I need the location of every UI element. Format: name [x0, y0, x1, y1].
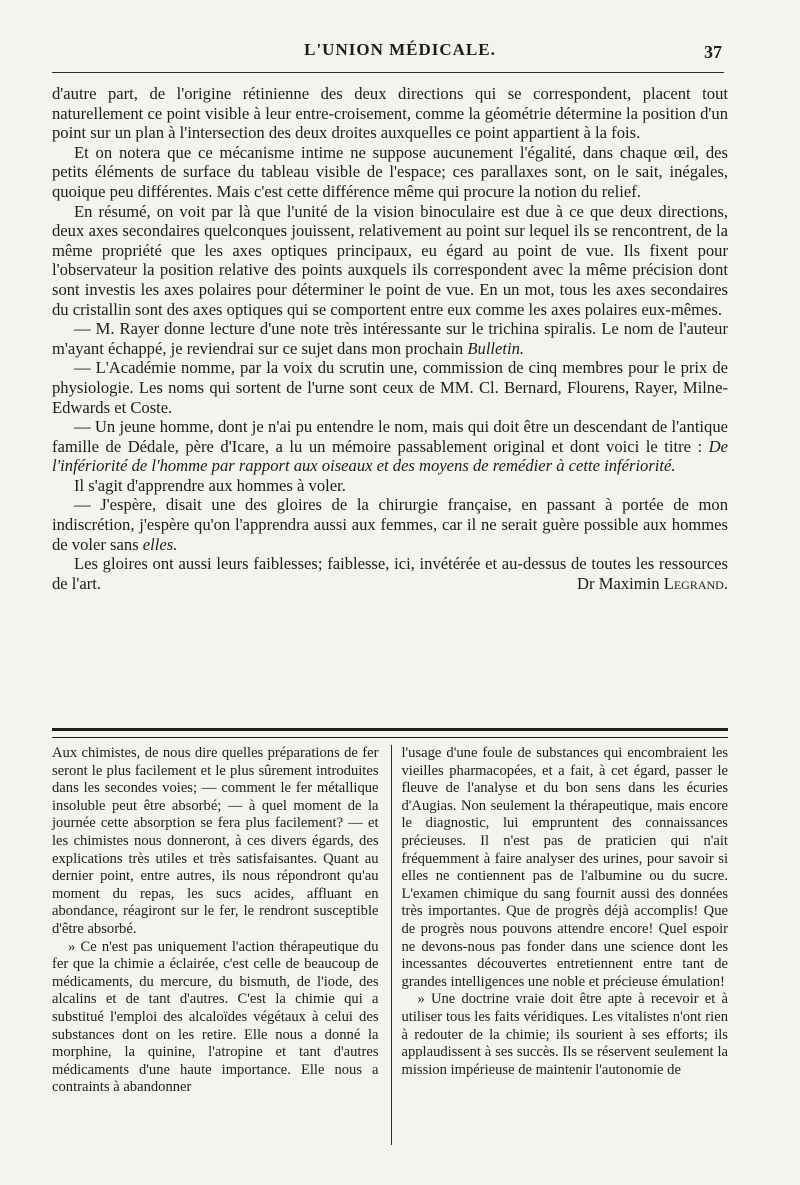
paragraph-young-man: [52, 417, 728, 476]
closing-text: Les gloires ont aussi leurs faiblesses; faiblesse, ici, invétérée et au-dessus de toutes les ressources de l'art.: [52, 554, 728, 593]
signature-prefix: Dr Maximin: [577, 573, 664, 593]
section-double-rule: [52, 728, 728, 738]
right-paragraph-pharmacopoeia: l'usage d'une foule de substances qui encombraient les vieilles pharmacopées, et a fait, à cet égard, passer le fleuve de l'analyse et du bon sens dans les écuries d'Augias. Non seulement la thérapeutique, mais encore le diagnostic, lui empruntent des connaissances précieuses. Il n'est pas de praticien qui n'ait fréquemment à faire analyser des urines, pour savoir si elles ne contiennent pas de l'albumine ou du sucre. L'examen chimique du sang fournit aussi des données très importantes. Que de progrès déjà accomplis! Que de progrès nous pouvons attendre encore! Quel espoir ne devons-nous pas fonder dans une science dont les incessantes découvertes entretiennent entre tant de grandes intelligences une noble et précieuse émulation!: [401, 745, 728, 990]
right-paragraph-doctrine: » Une doctrine vraie doit être apte à recevoir et à utiliser tous les faits véridiques. Les vitalistes n'ont rien à redouter de la chimie; ils sourient à ses efforts; ils applaudissent à ses succès. Ils se réservent seulement la mission impérieuse de maintenir l'autonomie de: [401, 991, 728, 1078]
article-body: [52, 84, 728, 593]
paragraph-binocular-intro: d'autre part, de l'origine rétinienne des deux directions qui se correspondent, placent tout naturellement ce point visible à leur entre-croisement, comme la géométrie détermine la position d'un point sur un plan à l'intersection des deux droites auxquelles ce point appartient à la fois.: [52, 84, 728, 143]
page-header: [0, 38, 800, 68]
signature-name: Legrand.: [663, 573, 728, 593]
bulletin-italic: Bulletin.: [467, 338, 525, 358]
paragraph-summary: En résumé, on voit par là que l'unité de la vision binoculaire est due à ce que deux directions, deux axes secondaires quelconques jouissent, relativement au point sur lequel ils se rencontrent, de la même propriété que les axes optiques principaux, eu égard au point de vue. Ils fixent pour l'observateur la position relative des points auxquels ils correspondent avec la même précision dont sont investis les axes polaires pour déterminer le point de vue. En un mot, tous les axes secondaires du cristallin sont des axes optiques qui se comportent entre eux comme les axes polaires eux-mêmes.: [52, 201, 728, 319]
young-man-text: — Un jeune homme, dont je n'ai pu entendre le nom, mais qui doit être un descendant de l'antique famille de Dédale, père d'Icare, a lu un mémoire passablement original et dont voici le titre :: [52, 417, 728, 456]
feuilleton-right-column: [391, 745, 728, 1145]
paragraph-rayer: [52, 319, 728, 358]
paragraph-commission: — L'Académie nomme, par la voix du scrutin une, commission de cinq membres pour le prix de physiologie. Les noms qui sortent de l'urne sont ceux de MM. Cl. Bernard, Flourens, Rayer, Milne-Edwards et Coste.: [52, 358, 728, 417]
women-text: — J'espère, disait une des gloires de la chirurgie française, en passant à portée de mon indiscrétion, j'espère qu'on l'apprendra aussi aux femmes, car il ne serait guère possible aux hommes de voler sans: [52, 495, 728, 554]
left-paragraph-therapeutics: » Ce n'est pas uniquement l'action thérapeutique du fer que la chimie a éclairée, c'est celle de beaucoup de médicaments, du mercure, du bismuth, de l'iode, des alcalins et de tant d'autres. C'est la chimie qui a substitué l'emploi des alcaloïdes végétaux à celui des substances dont on les retire. Elle nous a donné la morphine, la quinine, l'atropine et tant d'autres médicaments d'une haute importance. Elle nous a contraints à abandonner: [52, 938, 379, 1096]
memoir-title: De l'infériorité de l'homme par rapport aux oiseaux et des moyens de remédier à cette infériorité.: [52, 436, 728, 476]
paragraph-fly: Il s'agit d'apprendre aux hommes à voler.: [74, 475, 346, 495]
paragraph-parallax: Et on notera que ce mécanisme intime ne suppose aucunement l'égalité, dans chaque œil, des petits éléments de surface du tableau visible de l'espace; ces parallaxes sont, on le sait, inégales, quoique peu différentes. Mais c'est cette différence même qui procure la notion du relief.: [52, 142, 728, 201]
rayer-text: — M. Rayer donne lecture d'une note très intéressante sur le trichina spiralis. Le nom de l'auteur m'ayant échappé, je reviendrai sur ce sujet dans mon prochain: [52, 319, 728, 358]
feuilleton-section: [52, 745, 728, 1145]
left-paragraph-chemists: Aux chimistes, de nous dire quelles préparations de fer seront le plus facilement et le plus sûrement introduites dans les secondes voies; — comment le fer métallique insoluble peut être absorbé; — à quel moment de la journée cette absorption se fera plus facilement? — et les chimistes nous donneront, à ces divers égards, des explications très utiles et très satisfaisantes. Quant au dernier point, entre autres, ils nous répondront qu'au moment du repas, les sucs acides, affluant en abondance, réagiront sur le fer, le rendront susceptible d'être absorbé.: [52, 745, 379, 937]
elles-italic: elles.: [142, 534, 178, 554]
paragraph-women: [52, 495, 728, 554]
page-number: 37: [704, 42, 722, 62]
running-title: L'UNION MÉDICALE.: [304, 40, 496, 59]
feuilleton-left-column: [52, 745, 391, 1145]
header-rule: [52, 72, 724, 73]
